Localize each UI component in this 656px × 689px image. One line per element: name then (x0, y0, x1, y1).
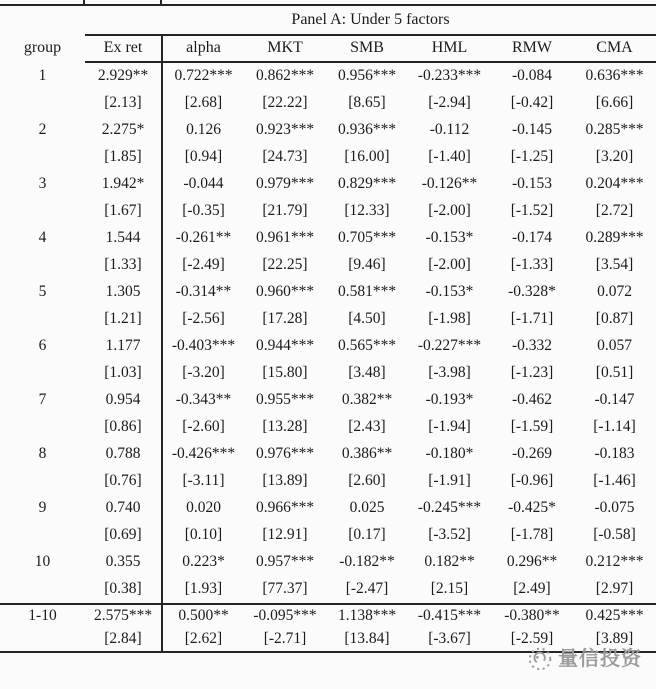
tstat-cell: [-1.91] (428, 472, 471, 490)
tstat-cell: [2.60] (348, 472, 386, 490)
liangxin-logo-icon (527, 646, 553, 672)
coef-cell: 0.979*** (255, 175, 315, 193)
coef-cell: -0.426*** (171, 445, 236, 463)
coef-cell: 0.581*** (337, 283, 397, 301)
watermark (527, 646, 642, 672)
coef-cell: 2.275* (85, 117, 162, 144)
table-body (0, 5, 656, 652)
group-label (0, 90, 85, 117)
tstat-row (0, 360, 656, 387)
tstat-row (0, 306, 656, 333)
group-label (0, 468, 85, 495)
tstat-cell: [-2.56] (182, 310, 225, 328)
group-label: 1 (38, 66, 47, 84)
coef-cell: 0.636*** (585, 67, 644, 85)
tstat-cell: [6.66] (595, 94, 634, 112)
coef-cell: 0.961*** (255, 229, 315, 247)
coef-cell: -0.343** (175, 391, 232, 409)
tstat-cell: [-2.00] (428, 202, 471, 220)
coef-cell: 0.955*** (255, 391, 315, 409)
coef-cell: 0.954 (85, 387, 162, 414)
tstat-cell: [-1.59] (510, 418, 554, 436)
coef-cell: -0.261** (175, 229, 232, 247)
group-label (0, 414, 85, 441)
tstat-cell: [-1.23] (510, 364, 554, 382)
tstat-cell: [3.20] (595, 148, 634, 166)
coef-cell: 1.305 (85, 279, 162, 306)
header-hml: HML (408, 35, 491, 62)
coef-cell: 0.862*** (255, 67, 315, 85)
tstat-row (0, 252, 656, 279)
group-label: 2 (38, 121, 47, 139)
coef-row (0, 549, 656, 576)
group-label (0, 144, 85, 171)
group-label: 10 (34, 553, 51, 571)
coef-cell: -0.462 (511, 391, 553, 409)
tstat-cell: [0.10] (184, 526, 223, 544)
tstat-cell: [0.94] (184, 148, 223, 166)
header-rmw: RMW (491, 35, 573, 62)
coef-cell: 0.829*** (337, 175, 397, 193)
watermark-text: 量信投资 (558, 648, 642, 670)
coef-cell: -0.245*** (417, 499, 482, 517)
coef-cell: 0.204*** (585, 175, 644, 193)
group-label (0, 252, 85, 279)
coef-cell: 0.126 (186, 121, 221, 139)
tstat-cell: [2.68] (184, 94, 223, 112)
tstat-cell: [-3.20] (182, 364, 225, 382)
coef-cell: -0.044 (183, 175, 224, 193)
panel-title: Panel A: Under 5 factors (85, 5, 656, 35)
panel-spacer-cell (0, 5, 85, 35)
coef-cell: 1.942* (85, 171, 162, 198)
tstat-cell: [0.86] (85, 414, 162, 441)
coef-cell: 0.565*** (337, 337, 397, 355)
coef-cell: -0.314** (175, 283, 232, 301)
coef-cell: -0.153* (425, 283, 474, 301)
tstat-cell: [-1.25] (510, 148, 554, 166)
tstat-cell: [2.43] (348, 418, 386, 436)
coef-cell: 1.177 (85, 333, 162, 360)
coef-cell: -0.193* (425, 391, 474, 409)
coef-row (0, 604, 656, 628)
coef-cell: -0.183 (594, 445, 635, 463)
tstat-cell: [-1.78] (510, 526, 554, 544)
coef-cell: 2.929** (85, 62, 162, 90)
coef-cell: 0.289*** (585, 229, 644, 247)
coef-cell: 0.072 (597, 283, 632, 301)
coef-row (0, 333, 656, 360)
tstat-cell: [-2.49] (182, 256, 225, 274)
tstat-cell: [-1.46] (593, 472, 636, 490)
coef-cell: -0.084 (511, 67, 553, 85)
tstat-row (0, 90, 656, 117)
coef-cell: -0.153 (511, 175, 553, 193)
coef-cell: 0.705*** (337, 229, 397, 247)
tstat-cell: [2.62] (184, 630, 223, 648)
coef-cell: 0.500** (162, 604, 244, 628)
tstat-cell: [-2.59] (510, 630, 554, 648)
tstat-cell: [-2.60] (182, 418, 225, 436)
tstat-cell: [13.89] (262, 472, 308, 490)
tstat-cell: [8.65] (348, 94, 386, 112)
tstat-row (0, 468, 656, 495)
tstat-cell: [-0.35] (182, 202, 225, 220)
tstat-cell: [2.97] (595, 580, 634, 598)
tstat-cell: [17.28] (262, 310, 308, 328)
coef-cell: 0.025 (349, 499, 385, 517)
group-label: 7 (38, 391, 47, 409)
coef-cell: -0.415*** (408, 604, 491, 628)
group-label (0, 628, 85, 652)
group-label: 9 (38, 499, 47, 517)
coef-cell: -0.403*** (171, 337, 236, 355)
coef-cell: -0.233*** (417, 67, 482, 85)
coef-cell: 0.425*** (573, 604, 656, 628)
coef-row (0, 117, 656, 144)
group-label: 5 (38, 283, 47, 301)
tstat-cell: [1.03] (85, 360, 162, 387)
tstat-cell: [21.79] (262, 202, 308, 220)
header-smb: SMB (326, 35, 408, 62)
tstat-cell: [2.15] (430, 580, 469, 598)
tstat-cell: [-3.52] (428, 526, 471, 544)
tstat-cell: [-2.47] (345, 580, 389, 598)
tstat-row (0, 198, 656, 225)
tstat-cell: [1.21] (85, 306, 162, 333)
coef-cell: 0.212*** (585, 553, 644, 571)
tstat-row (0, 414, 656, 441)
group-label (0, 306, 85, 333)
tstat-cell: [-0.42] (510, 94, 554, 112)
coef-cell: 0.020 (186, 499, 221, 517)
header-group: group (23, 39, 62, 57)
coef-cell: 0.788 (85, 441, 162, 468)
tstat-cell: [13.28] (262, 418, 308, 436)
table-header-row (0, 35, 656, 62)
tstat-cell: [-3.67] (428, 630, 471, 648)
tstat-cell: [-3.11] (182, 472, 225, 490)
tstat-cell: [2.72] (595, 202, 634, 220)
tstat-cell: [-2.94] (428, 94, 471, 112)
tstat-cell: [0.17] (348, 526, 386, 544)
coef-cell: -0.145 (511, 121, 553, 139)
tstat-cell: [0.76] (85, 468, 162, 495)
group-label (0, 576, 85, 604)
tstat-cell: [-1.52] (510, 202, 554, 220)
coef-row (0, 62, 656, 90)
coef-cell: -0.095*** (244, 604, 326, 628)
tstat-cell: [4.50] (348, 310, 386, 328)
group-label: 4 (38, 229, 47, 247)
header-mkt: MKT (244, 35, 326, 62)
tstat-cell: [0.51] (595, 364, 634, 382)
coef-cell: 0.956*** (337, 67, 397, 85)
header-cma: CMA (573, 35, 656, 62)
tstat-row (0, 522, 656, 549)
tstat-cell: [-1.40] (428, 148, 471, 166)
coef-cell: 1.138*** (326, 604, 408, 628)
header-alpha: alpha (162, 35, 244, 62)
tstat-cell: [1.33] (85, 252, 162, 279)
coef-cell: 2.575*** (85, 604, 162, 628)
tstat-cell: [3.89] (595, 630, 634, 648)
coef-cell: -0.147 (594, 391, 635, 409)
tstat-cell: [-1.71] (510, 310, 554, 328)
coef-cell: 0.960*** (255, 283, 315, 301)
tstat-row (0, 144, 656, 171)
header-ex-ret: Ex ret (85, 35, 162, 62)
tstat-cell: [2.13] (85, 90, 162, 117)
coef-cell: 0.936*** (337, 121, 397, 139)
coef-cell: 0.355 (85, 549, 162, 576)
coef-cell: -0.332 (511, 337, 553, 355)
tstat-row (0, 576, 656, 604)
tstat-cell: [15.80] (262, 364, 308, 382)
coef-cell: 0.944*** (255, 337, 315, 355)
group-label (0, 360, 85, 387)
coef-cell: -0.380** (491, 604, 573, 628)
coef-row (0, 279, 656, 306)
tstat-cell: [24.73] (262, 148, 308, 166)
coef-cell: 1.544 (85, 225, 162, 252)
coef-cell: -0.425* (508, 499, 556, 517)
coef-row (0, 225, 656, 252)
coef-cell: -0.180* (425, 445, 474, 463)
tstat-cell: [3.54] (595, 256, 634, 274)
tstat-cell: [1.67] (85, 198, 162, 225)
coef-cell: -0.174 (511, 229, 553, 247)
coef-row (0, 441, 656, 468)
coef-cell: 0.182** (424, 553, 475, 571)
coef-cell: 0.382** (341, 391, 393, 409)
coef-cell: -0.328* (508, 283, 556, 301)
coef-cell: -0.182** (339, 553, 395, 571)
coef-cell: 0.722*** (174, 67, 233, 85)
tstat-cell: [-2.71] (263, 630, 307, 648)
tstat-cell: [22.25] (262, 256, 308, 274)
group-label (0, 522, 85, 549)
coef-cell: 0.923*** (255, 121, 315, 139)
panel-title-row (0, 5, 656, 35)
coef-cell: 0.386** (341, 445, 393, 463)
coef-cell: 0.057 (597, 337, 632, 355)
coef-row (0, 387, 656, 414)
coef-cell: 0.976*** (255, 445, 315, 463)
coef-cell: 0.966*** (255, 499, 315, 517)
tstat-cell: [0.69] (85, 522, 162, 549)
group-label (0, 198, 85, 225)
coef-row (0, 495, 656, 522)
tstat-cell: [0.38] (85, 576, 162, 604)
tstat-cell: [12.33] (344, 202, 390, 220)
coef-cell: 0.285*** (585, 121, 644, 139)
tstat-cell: [13.84] (344, 630, 390, 648)
tstat-cell: [9.46] (348, 256, 386, 274)
tstat-cell: [0.87] (595, 310, 634, 328)
coef-cell: 0.223* (182, 553, 225, 571)
coef-cell: -0.126** (421, 175, 478, 193)
tstat-cell: [-1.94] (428, 418, 471, 436)
tstat-cell: [1.85] (85, 144, 162, 171)
tstat-cell: [-1.98] (428, 310, 471, 328)
coef-row (0, 171, 656, 198)
coef-cell: -0.269 (511, 445, 553, 463)
coef-cell: -0.153* (425, 229, 474, 247)
coef-cell: -0.227*** (417, 337, 482, 355)
tstat-cell: [2.49] (513, 580, 551, 598)
tstat-cell: [-2.00] (428, 256, 471, 274)
tstat-cell: [12.91] (262, 526, 308, 544)
tstat-cell: [22.22] (262, 94, 308, 112)
tstat-cell: [-3.98] (428, 364, 471, 382)
group-label: 8 (38, 445, 47, 463)
tstat-cell: [-0.58] (593, 526, 636, 544)
tstat-cell: [-1.14] (593, 418, 636, 436)
coef-cell: -0.075 (594, 499, 635, 517)
coef-cell: -0.112 (429, 121, 470, 139)
tstat-cell: [77.37] (262, 580, 308, 598)
tstat-cell: [2.84] (85, 628, 162, 652)
tstat-cell: [-0.96] (510, 472, 554, 490)
tstat-cell: [16.00] (344, 148, 390, 166)
coef-cell: 0.740 (85, 495, 162, 522)
group-label: 3 (38, 175, 47, 193)
coef-cell: 0.296** (506, 553, 558, 571)
tstat-cell: [3.48] (348, 364, 386, 382)
tstat-cell: [-1.33] (510, 256, 554, 274)
factor-regression-table (0, 4, 656, 653)
group-label: 6 (38, 337, 47, 355)
tstat-cell: [1.93] (184, 580, 223, 598)
group-label: 1-10 (0, 604, 85, 628)
coef-cell: 0.957*** (255, 553, 315, 571)
